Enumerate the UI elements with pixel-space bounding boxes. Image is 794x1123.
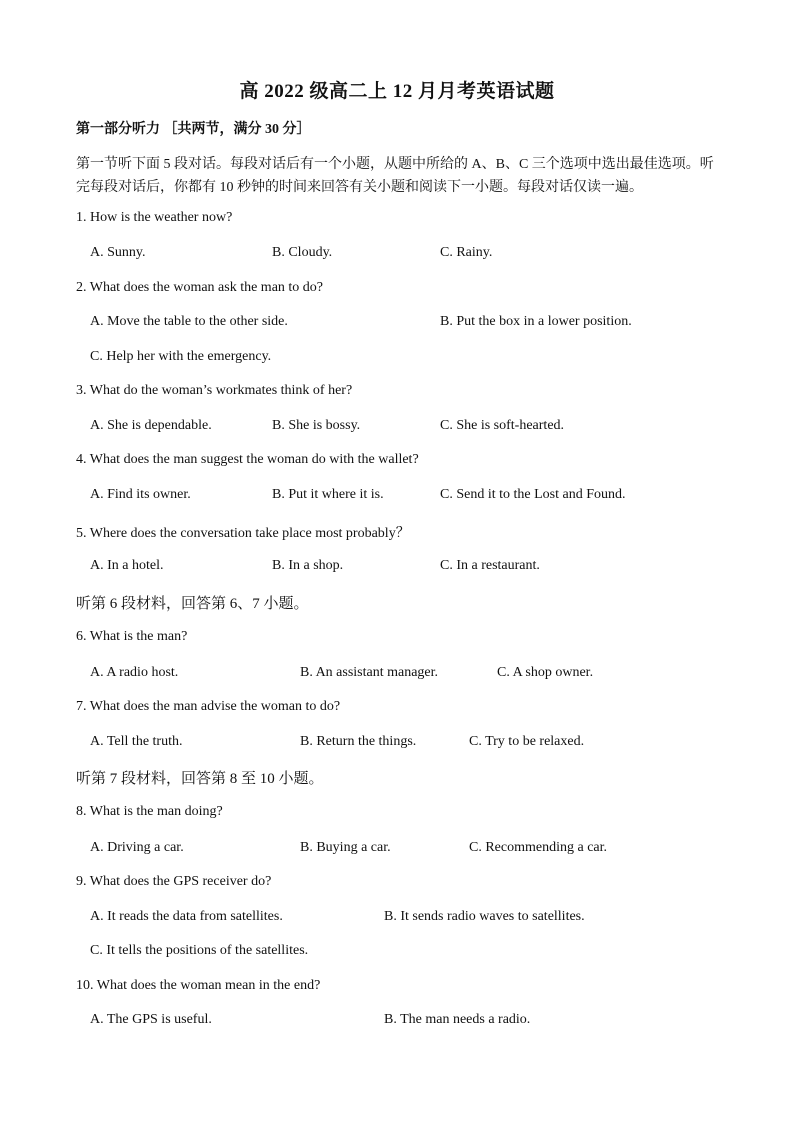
- q10-option-a: A. The GPS is useful.: [90, 1012, 212, 1027]
- question-6: 6. What is the man?: [76, 629, 188, 644]
- q3-option-c: C. She is soft-hearted.: [440, 418, 565, 433]
- question-9: 9. What does the GPS receiver do?: [76, 874, 272, 889]
- page-title: 高 2022 级高二上 12 月月考英语试题: [239, 81, 555, 102]
- q6-option-a: A. A radio host.: [90, 665, 179, 680]
- q9-option-b: B. It sends radio waves to satellites.: [384, 909, 585, 924]
- section-one-intro: 第一节听下面 5 段对话。每段对话后有一个小题，从题中所给的 A、B、C 三个选项中选出最佳选项。听完每段对话后，你都有 10 秒钟的时间来回答有关小题和阅读下一小题。每段对话仅读一遍。: [76, 157, 714, 195]
- question-7: 7. What does the man advise the woman to do?: [76, 699, 341, 714]
- q2-option-a: A. Move the table to the other side.: [90, 314, 288, 329]
- q5-option-c: C. In a restaurant.: [440, 558, 540, 573]
- question-4: 4. What does the man suggest the woman do with the wallet?: [76, 452, 419, 467]
- q10-option-b: B. The man needs a radio.: [384, 1012, 531, 1027]
- question-5: 5. Where does the conversation take place most probably？: [76, 526, 410, 541]
- q9-option-c: C. It tells the positions of the satellites.: [90, 943, 309, 958]
- q7-option-a: A. Tell the truth.: [90, 734, 183, 749]
- q5-option-b: B. In a shop.: [272, 558, 344, 573]
- q4-option-c: C. Send it to the Lost and Found.: [440, 487, 626, 502]
- question-10: 10. What does the woman mean in the end?: [76, 978, 321, 993]
- question-8: 8. What is the man doing?: [76, 804, 223, 819]
- q6-option-c: C. A shop owner.: [497, 665, 594, 680]
- question-1: 1. How is the weather now?: [76, 210, 233, 225]
- q8-option-a: A. Driving a car.: [90, 840, 184, 855]
- material-6-instruction: 听第 6 段材料，回答第 6、7 小题。: [76, 596, 309, 612]
- q1-option-a: A. Sunny.: [90, 245, 146, 260]
- material-7-instruction: 听第 7 段材料，回答第 8 至 10 小题。: [76, 771, 324, 787]
- q4-option-a: A. Find its owner.: [90, 487, 191, 502]
- q4-option-b: B. Put it where it is.: [272, 487, 384, 502]
- q9-option-a: A. It reads the data from satellites.: [90, 909, 283, 924]
- q5-option-a: A. In a hotel.: [90, 558, 164, 573]
- question-2: 2. What does the woman ask the man to do?: [76, 280, 324, 295]
- q7-option-b: B. Return the things.: [300, 734, 417, 749]
- part-one-heading: 第一部分听力 ［共两节，满分 30 分］: [76, 122, 311, 137]
- q7-option-c: C. Try to be relaxed.: [469, 734, 585, 749]
- q6-option-b: B. An assistant manager.: [300, 665, 439, 680]
- q2-option-b: B. Put the box in a lower position.: [440, 314, 632, 329]
- question-3: 3. What do the woman’s workmates think of her?: [76, 383, 353, 398]
- q8-option-c: C. Recommending a car.: [469, 840, 608, 855]
- q1-option-b: B. Cloudy.: [272, 245, 333, 260]
- q2-option-c: C. Help her with the emergency.: [90, 349, 272, 364]
- q8-option-b: B. Buying a car.: [300, 840, 391, 855]
- q1-option-c: C. Rainy.: [440, 245, 493, 260]
- q3-option-a: A. She is dependable.: [90, 418, 212, 433]
- q3-option-b: B. She is bossy.: [272, 418, 361, 433]
